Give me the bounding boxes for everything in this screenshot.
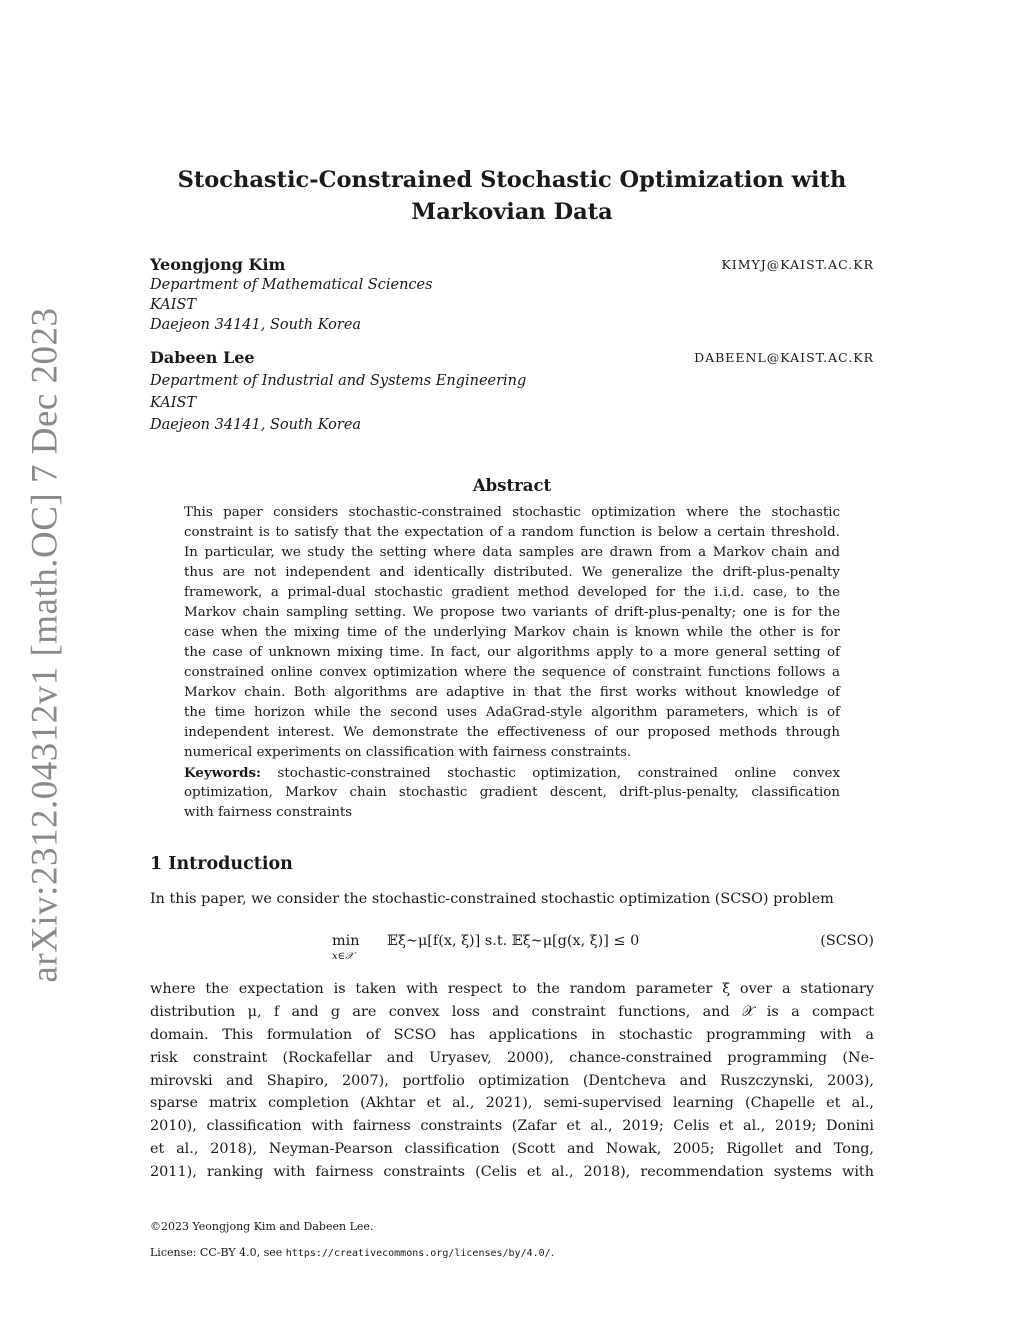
abstract-line: In particular, we study the setting where data samples are drawn from a Markov chain and <box>184 545 840 560</box>
keywords-label: Keywords: <box>184 765 262 781</box>
abstract-line: framework, a primal-dual stochastic gradient method developed for the i.i.d. case, to the <box>184 585 840 600</box>
intro-line: mirovski and Shapiro, 2007), portfolio optimization (Dentcheva and Ruszczynski, 2003), <box>150 1072 874 1089</box>
intro-paragraph <box>150 978 874 1184</box>
author-department: Department of Mathematical Sciences <box>150 277 433 293</box>
abstract-line: thus are not independent and identically distributed. We generalize the drift-plus-penalty <box>184 565 840 580</box>
abstract-line: Markov chain sampling setting. We propose two variants of drift-plus-penalty; one is for the <box>184 605 840 620</box>
title-line: Markovian Data <box>411 199 613 225</box>
equation-min-subscript: x∈𝒳 <box>332 951 354 962</box>
paper-title <box>150 164 874 228</box>
author-institution: KAIST <box>150 297 197 313</box>
intro-lead-sentence: In this paper, we consider the stochastic-constrained stochastic optimization (SCSO) problem <box>150 891 834 907</box>
section-heading-introduction: 1 Introduction <box>150 854 293 874</box>
abstract-heading: Abstract <box>472 476 552 495</box>
equation-body: 𝔼ξ∼μ[f(x, ξ)] s.t. 𝔼ξ∼μ[g(x, ξ)] ≤ 0 <box>387 933 640 949</box>
scso-equation <box>150 929 874 973</box>
keywords-line: optimization, Markov chain stochastic gradient descent, drift-plus-penalty, classification <box>184 785 840 800</box>
license-link[interactable]: https://creativecommons.org/licenses/by/4.0/ <box>285 1248 551 1259</box>
abstract-line: numerical experiments on classification with fairness constraints. <box>184 745 632 760</box>
intro-line: et al., 2018), Neyman-Pearson classification (Scott and Nowak, 2005; Rigollet and Tong, <box>150 1141 874 1158</box>
keywords-line: with fairness constraints <box>184 805 353 820</box>
author-block-2 <box>150 348 874 435</box>
abstract-line: the time horizon while the second uses AdaGrad-style algorithm parameters, which is of <box>184 705 840 720</box>
abstract-body <box>184 503 840 823</box>
license-prefix: License: CC-BY 4.0, see <box>150 1246 286 1259</box>
author-name: Dabeen Lee <box>150 348 255 367</box>
license-suffix: . <box>550 1246 555 1259</box>
author-department: Department of Industrial and Systems Engineering <box>150 373 527 389</box>
title-line: Stochastic-Constrained Stochastic Optimization with <box>177 167 847 193</box>
abstract-line: This paper considers stochastic-constrained stochastic optimization where the stochastic <box>184 505 840 520</box>
arxiv-identifier-text: arXiv:2312.04312v1 [math.OC] 7 Dec 2023 <box>24 307 66 983</box>
author-institution: KAIST <box>150 395 197 411</box>
arxiv-identifier-stamp <box>20 307 70 983</box>
abstract-line: independent interest. We demonstrate the effectiveness of our proposed methods through <box>184 725 840 740</box>
abstract-line: constraint is to satisfy that the expectation of a random function is below a certain threshold. <box>184 525 840 540</box>
abstract-line: constrained online convex optimization where the sequence of constraint functions follows a <box>184 665 840 680</box>
equation-tag: (SCSO) <box>820 933 874 949</box>
intro-line: where the expectation is taken with respect to the random parameter ξ over a stationary <box>150 981 874 997</box>
abstract-line: case when the mixing time of the underlying Markov chain is known while the other is for <box>184 625 840 640</box>
author-address: Daejeon 34141, South Korea <box>150 317 362 333</box>
intro-line: distribution μ, f and g are convex loss and constraint functions, and 𝒳 is a compact <box>150 1003 874 1020</box>
footnote <box>150 1214 554 1267</box>
author-name: Yeongjong Kim <box>150 255 286 274</box>
copyright-notice: ©2023 Yeongjong Kim and Dabeen Lee. <box>150 1220 374 1233</box>
intro-line: sparse matrix completion (Akhtar et al., 2021), semi-supervised learning (Chapelle et al., <box>150 1095 874 1112</box>
author-email[interactable]: KIMYJ@KAIST.AC.KR <box>721 257 874 272</box>
intro-line: risk constraint (Rockafellar and Uryasev, 2000), chance-constrained programming (Ne- <box>150 1049 874 1066</box>
intro-line: 2011), ranking with fairness constraints (Celis et al., 2018), recommendation systems with <box>150 1164 874 1181</box>
keywords-text: stochastic-constrained stochastic optimization, constrained online convex <box>277 766 840 781</box>
author-email[interactable]: DABEENL@KAIST.AC.KR <box>694 350 874 365</box>
license-notice <box>150 1240 554 1267</box>
abstract-line: Markov chain. Both algorithms are adaptive in that the first works without knowledge of <box>184 685 840 700</box>
equation-min-operator: min <box>332 933 360 949</box>
intro-line: domain. This formulation of SCSO has applications in stochastic programming with a <box>150 1026 874 1043</box>
author-address: Daejeon 34141, South Korea <box>150 417 362 433</box>
keywords-line <box>184 763 840 783</box>
abstract-line: the case of unknown mixing time. In fact, our algorithms apply to a more general setting of <box>184 645 840 660</box>
intro-line: 2010), classification with fairness constraints (Zafar et al., 2019; Celis et al., 2019; Donini <box>150 1118 874 1135</box>
author-block-1 <box>150 255 874 335</box>
